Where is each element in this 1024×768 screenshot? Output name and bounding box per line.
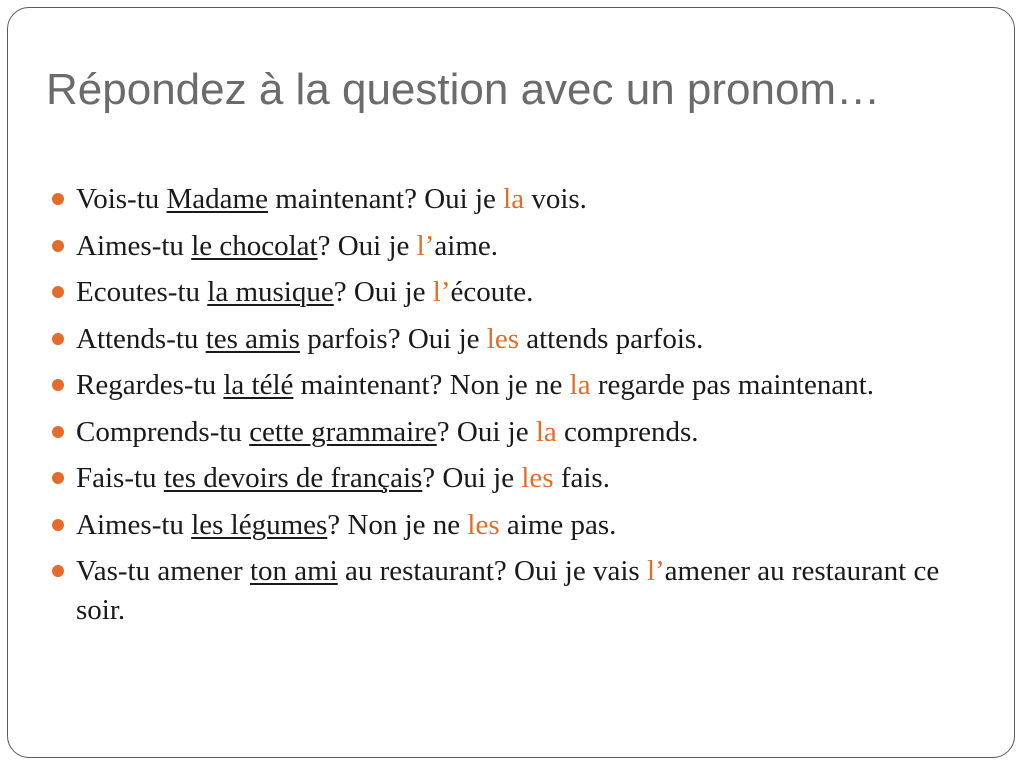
underlined-noun: cette grammaire <box>249 415 437 448</box>
bullet-icon <box>52 333 64 345</box>
answer-end: attends parfois. <box>519 322 704 355</box>
bullet-icon <box>52 286 64 298</box>
pronoun-highlight: les <box>467 508 500 541</box>
bullet-item-6 <box>48 413 978 452</box>
bullet-icon <box>52 519 64 531</box>
pronoun-highlight: la <box>503 183 525 215</box>
question-start: Fais-tu <box>76 462 164 494</box>
answer-end: aime pas. <box>499 508 617 541</box>
question-start: Regardes-tu <box>76 369 224 401</box>
question-start: Vas-tu amener <box>76 555 250 587</box>
bullet-list <box>48 180 978 638</box>
answer-end: fais. <box>553 462 610 494</box>
underlined-noun: la télé <box>223 369 294 401</box>
bullet-item-8 <box>48 506 978 545</box>
question-start: Ecoutes-tu <box>76 276 208 308</box>
underlined-noun: ton ami <box>249 555 338 587</box>
bullet-icon <box>52 472 64 484</box>
pronoun-highlight: la <box>569 369 591 401</box>
underlined-noun: le chocolat <box>191 229 318 262</box>
bullet-icon <box>52 193 64 205</box>
bullet-icon <box>52 426 64 438</box>
underlined-noun: Madame <box>166 183 268 215</box>
underlined-noun: tes amis <box>205 322 300 355</box>
pronoun-highlight: les <box>486 322 519 355</box>
question-end: ? Non je ne <box>327 508 468 541</box>
question-end: au restaurant? Oui je vais <box>337 555 647 587</box>
bullet-item-5 <box>48 366 978 405</box>
bullet-item-2 <box>48 227 978 266</box>
pronoun-highlight: l’ <box>646 555 665 587</box>
bullet-item-4 <box>48 320 978 359</box>
question-start: Comprends-tu <box>76 415 250 448</box>
pronoun-highlight: l’ <box>432 276 451 308</box>
question-end: ? Oui je <box>436 415 536 448</box>
bullet-icon <box>52 565 64 577</box>
answer-end: écoute. <box>450 276 534 308</box>
underlined-noun: les légumes <box>191 508 328 541</box>
bullet-item-3 <box>48 273 978 312</box>
bullet-icon <box>52 379 64 391</box>
question-start: Vois-tu <box>76 183 167 215</box>
question-end: maintenant? Oui je <box>267 183 504 215</box>
answer-end: aime. <box>434 229 498 262</box>
bullet-item-1 <box>48 180 978 219</box>
question-end: ? Oui je <box>333 276 433 308</box>
answer-end: amener au restaurant ce soir. <box>76 555 940 626</box>
bullet-icon <box>52 240 64 252</box>
bullet-item-9 <box>48 552 978 630</box>
underlined-noun: tes devoirs de français <box>163 462 423 494</box>
underlined-noun: la musique <box>207 276 334 308</box>
question-end: maintenant? Non je ne <box>293 369 570 401</box>
question-end: parfois? Oui je <box>299 322 487 355</box>
question-end: ? Oui je <box>317 229 417 262</box>
answer-end: vois. <box>524 183 587 215</box>
question-start: Aimes-tu <box>76 508 192 541</box>
pronoun-highlight: l’ <box>416 229 435 262</box>
pronoun-highlight: les <box>521 462 554 494</box>
question-start: Aimes-tu <box>76 229 192 262</box>
answer-end: regarde pas maintenant. <box>590 369 875 401</box>
answer-end: comprends. <box>556 415 699 448</box>
pronoun-highlight: la <box>535 415 557 448</box>
question-end: ? Oui je <box>422 462 522 494</box>
slide-title: Répondez à la question avec un pronom… <box>46 65 881 114</box>
question-start: Attends-tu <box>76 322 206 355</box>
bullet-item-7 <box>48 459 978 498</box>
